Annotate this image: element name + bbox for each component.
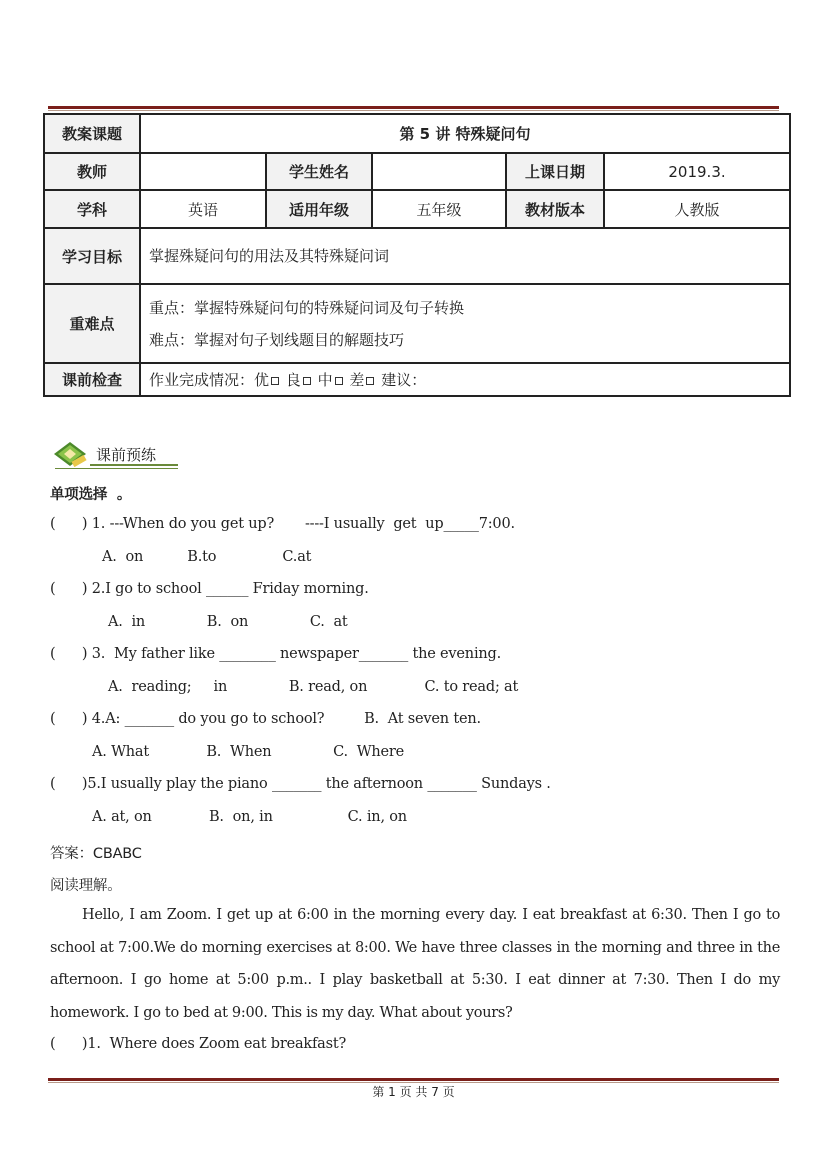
pencil-book-icon <box>52 438 92 470</box>
checkbox-good[interactable] <box>303 377 311 385</box>
check-mid: 中 <box>317 371 333 389</box>
section-underline <box>90 464 178 466</box>
checkbox-poor[interactable] <box>366 377 374 385</box>
section-underline-thin <box>55 468 178 469</box>
page-footer: 第 1 页 共 7 页 <box>372 1085 455 1099</box>
topic-label: 教案课题 <box>44 114 140 153</box>
header-rule <box>48 106 779 109</box>
reading-passage: Hello, I am Zoom. I get up at 6:00 in the morning every day. I eat breakfast at 6:30. Then I go to school at 7:00.We do morning exercises at 8:00. We have three classes in the morning and three in the afternoon. I go home at 5:00 p.m.. I play basketball at 5:30. I eat dinner at 7:30. Then I do my homework. I go to bed at 9:00. This is my day. What about yours? <box>50 907 780 1021</box>
student-label: 学生姓名 <box>266 153 372 190</box>
section-title: 课前预练 <box>96 446 157 464</box>
question-1-options: A. on B.to C.at <box>102 549 312 565</box>
goal-value: 掌握殊疑问句的用法及其特殊疑问词 <box>140 228 790 284</box>
answer-key: 答案：CBABC <box>50 846 142 862</box>
edition-label: 教材版本 <box>506 190 604 228</box>
question-5-options: A. at, on B. on, in C. in, on <box>92 809 407 825</box>
reading-heading: 阅读理解。 <box>50 878 122 894</box>
check-suggest: 建议： <box>381 371 427 389</box>
question-2-stem: ( ) 2.I go to school ______ Friday morning. <box>50 581 369 597</box>
question-4-stem: ( ) 4.A: _______ do you go to school? B. At seven ten. <box>50 711 481 727</box>
edition-value: 人教版 <box>604 190 790 228</box>
topic-value: 第 5 讲 特殊疑问句 <box>140 114 790 153</box>
choice-heading: 单项选择 。 <box>50 487 132 503</box>
question-1-stem: ( ) 1. ---When do you get up? ----I usually get up_____7:00. <box>50 516 515 532</box>
header-rule-thin <box>48 110 779 111</box>
check-cell <box>140 363 790 396</box>
question-3-options: A. reading; in B. read, on C. to read; at <box>108 679 519 695</box>
date-value: 2019.3. <box>604 153 790 190</box>
check-prefix: 作业完成情况：优 <box>149 371 270 389</box>
teacher-value <box>140 153 266 190</box>
focus-key-point: 重点：掌握特殊疑问句的特殊疑问词及句子转换 <box>149 298 465 317</box>
lesson-plan-table <box>43 113 791 397</box>
teacher-label: 教师 <box>44 153 140 190</box>
question-5-stem: ( )5.I usually play the piano _______ the afternoon _______ Sundays . <box>50 776 551 792</box>
date-label: 上课日期 <box>506 153 604 190</box>
checkbox-excellent[interactable] <box>271 377 279 385</box>
footer-rule <box>48 1078 779 1081</box>
question-2-options: A. in B. on C. at <box>108 614 348 630</box>
focus-difficulty: 难点：掌握对句子划线题目的解题技巧 <box>149 330 405 349</box>
check-label: 课前检查 <box>44 363 140 396</box>
question-4-options: A. What B. When C. Where <box>92 744 405 760</box>
goal-label: 学习目标 <box>44 228 140 284</box>
focus-label: 重难点 <box>44 284 140 363</box>
grade-value: 五年级 <box>372 190 506 228</box>
check-good: 良 <box>285 371 301 389</box>
question-3-stem: ( ) 3. My father like ________ newspaper_______ the evening. <box>50 646 502 662</box>
focus-cell <box>140 284 790 363</box>
student-value <box>372 153 506 190</box>
subject-label: 学科 <box>44 190 140 228</box>
reading-question-1: ( )1. Where does Zoom eat breakfast? <box>50 1036 347 1052</box>
grade-label: 适用年级 <box>266 190 372 228</box>
checkbox-medium[interactable] <box>335 377 343 385</box>
subject-value: 英语 <box>140 190 266 228</box>
check-bad: 差 <box>349 371 365 389</box>
